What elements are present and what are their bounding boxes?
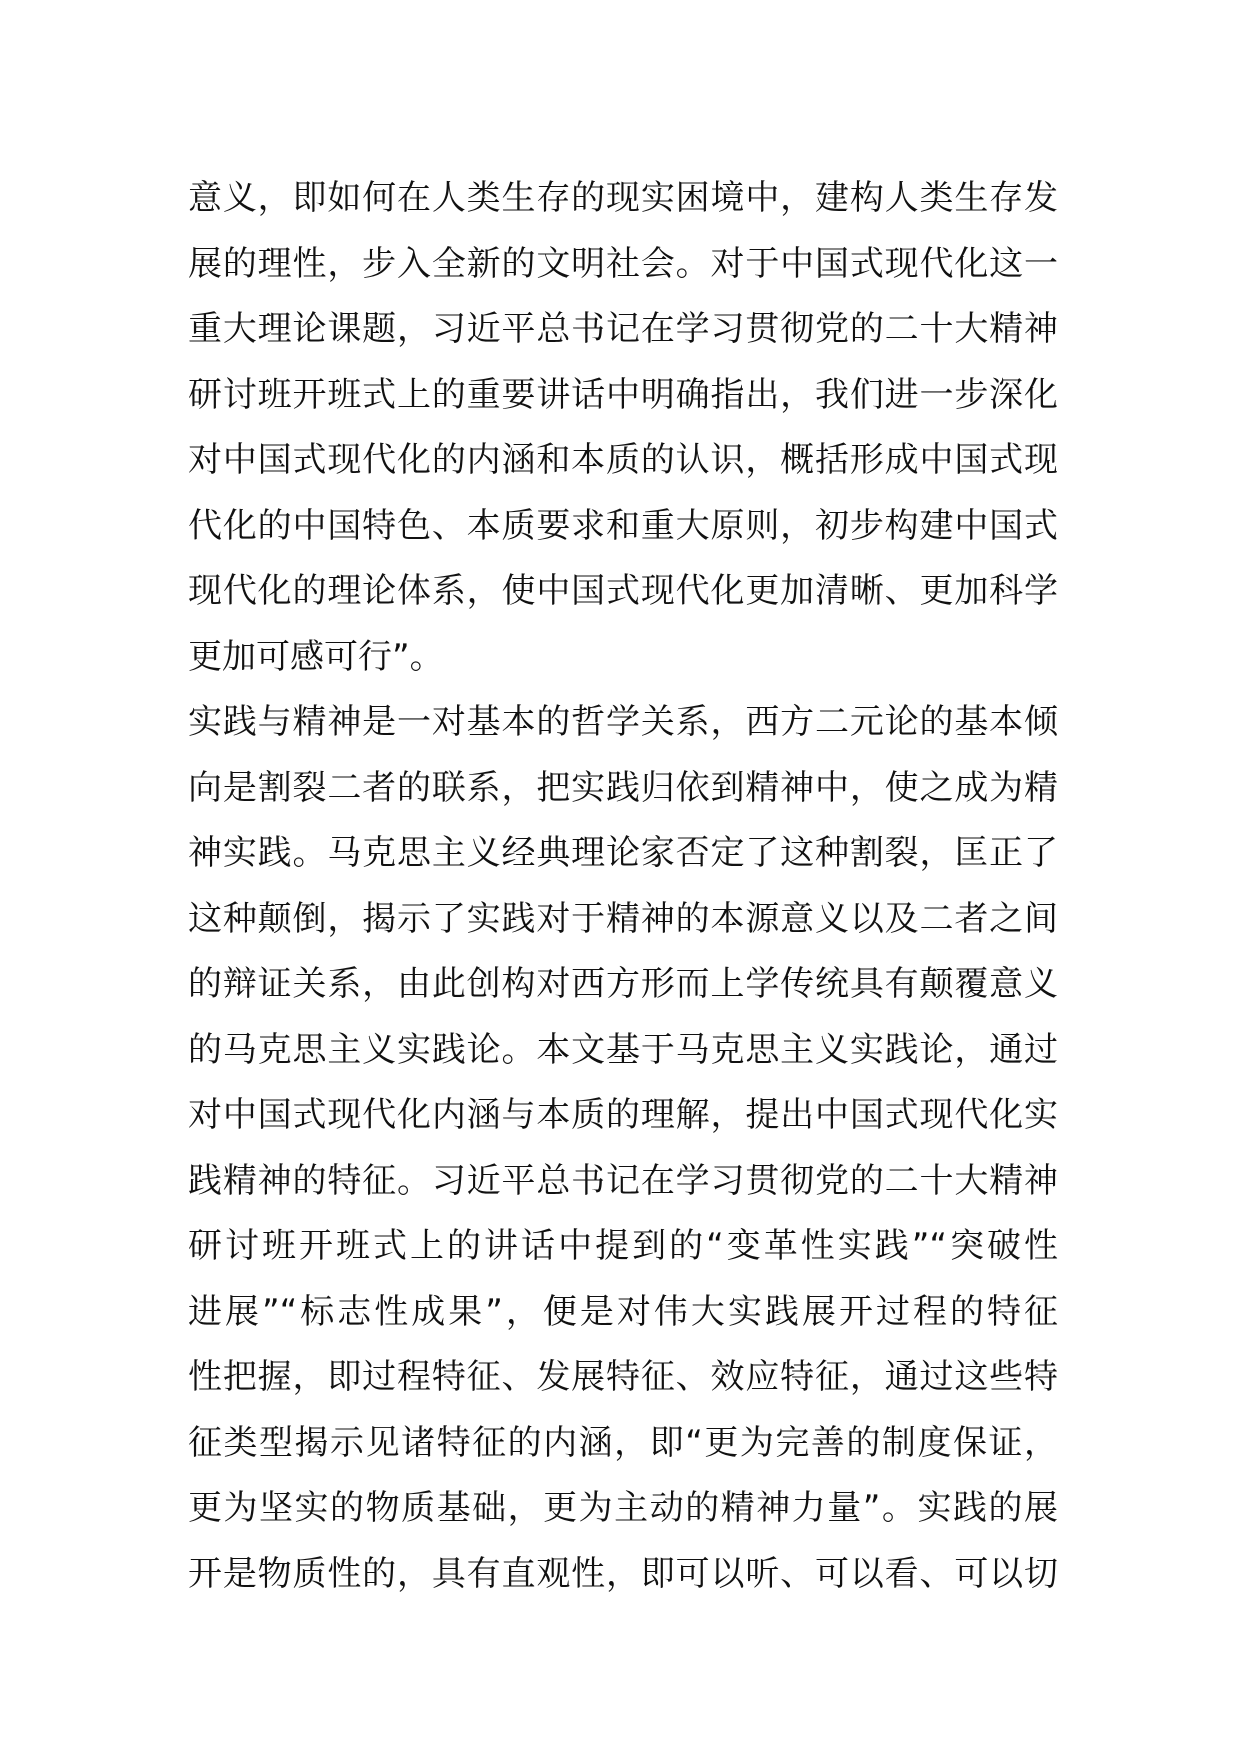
text-line: 对中国式现代化的内涵和本质的认识，概括形成中国式现: [188, 440, 1058, 480]
body-text: [188, 166, 1058, 1607]
text-line: 的辩证关系，由此创构对西方形而上学传统具有颠覆意义: [188, 964, 1058, 1004]
text-line: 实践与精神是一对基本的哲学关系，西方二元论的基本倾: [188, 702, 1058, 742]
text-line: 意义，即如何在人类生存的现实困境中，建构人类生存发: [188, 178, 1058, 218]
text-line: 现代化的理论体系，使中国式现代化更加清晰、更加科学: [188, 571, 1058, 611]
text-line: 神实践。马克思主义经典理论家否定了这种割裂，匡正了: [188, 833, 1058, 873]
text-line: 向是割裂二者的联系，把实践归依到精神中，使之成为精: [188, 767, 1058, 808]
text-line: 性把握，即过程特征、发展特征、效应特征，通过这些特: [188, 1357, 1058, 1397]
text-line: 践精神的特征。习近平总书记在学习贯彻党的二十大精神: [188, 1160, 1058, 1201]
text-line: 进展”“标志性成果”，便是对伟大实践展开过程的特征: [188, 1291, 1058, 1332]
text-line: 的马克思主义实践论。本文基于马克思主义实践论，通过: [188, 1029, 1058, 1070]
text-line: 展的理性，步入全新的文明社会。对于中国式现代化这一: [188, 243, 1058, 284]
text-line: 这种颠倒，揭示了实践对于精神的本源意义以及二者之间: [188, 898, 1058, 939]
text-line: 征类型揭示见诸特征的内涵，即“更为完善的制度保证，: [188, 1422, 1058, 1463]
paragraph-1: [188, 166, 1058, 690]
text-line: 代化的中国特色、本质要求和重大原则，初步构建中国式: [188, 505, 1058, 546]
text-line: 研讨班开班式上的讲话中提到的“变革性实践”“突破性: [188, 1226, 1058, 1266]
text-line: 更加可感可行”。: [188, 636, 444, 677]
text-line: 研讨班开班式上的重要讲话中明确指出，我们进一步深化: [188, 374, 1058, 415]
text-line: 开是物质性的，具有直观性，即可以听、可以看、可以切: [188, 1553, 1058, 1594]
text-line: 重大理论课题，习近平总书记在学习贯彻党的二十大精神: [188, 309, 1058, 349]
text-line: 更为坚实的物质基础，更为主动的精神力量”。实践的展: [188, 1488, 1058, 1528]
paragraph-2: [188, 690, 1058, 1607]
text-line: 对中国式现代化内涵与本质的理解，提出中国式现代化实: [188, 1095, 1058, 1135]
